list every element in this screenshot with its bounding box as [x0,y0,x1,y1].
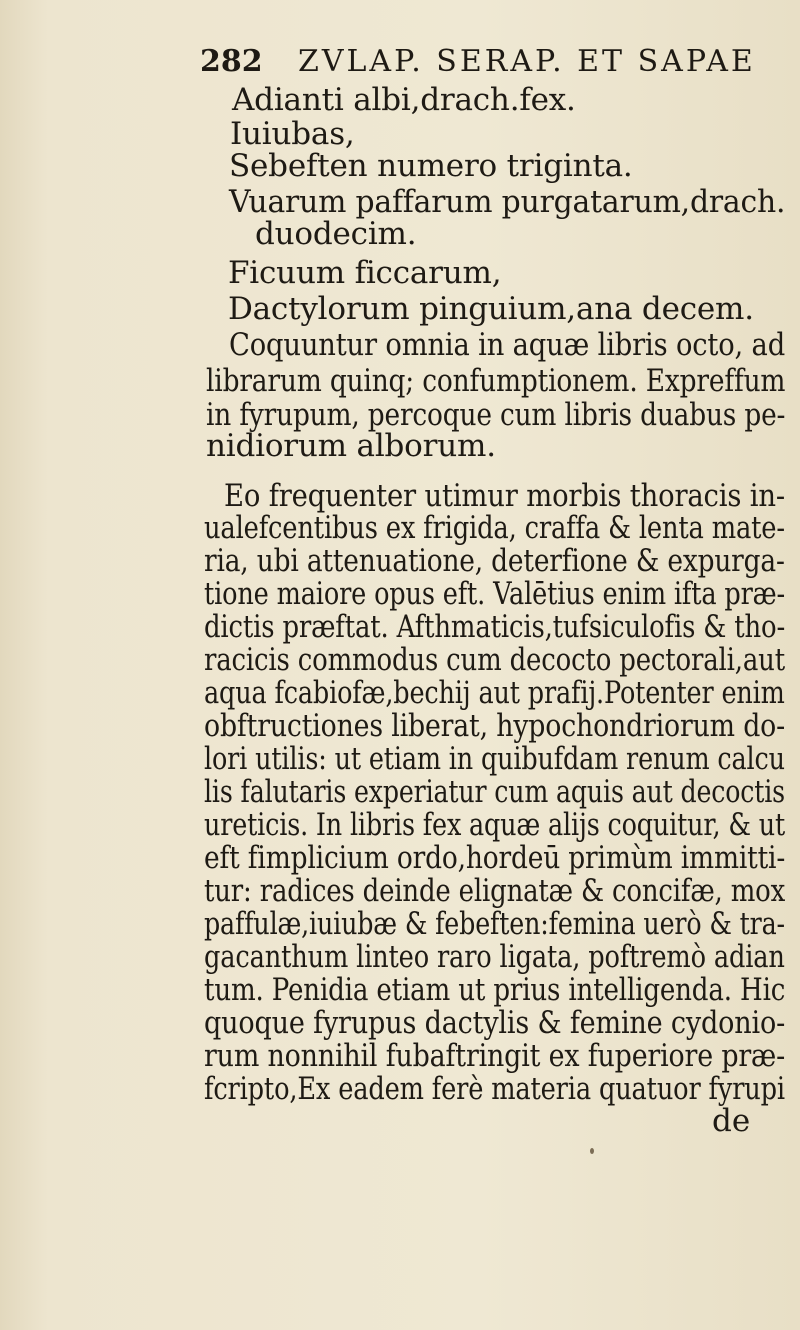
text-line: tione maiore opus eft. Valētius enim ifta præ- [204,576,786,612]
text-line: rum nonnihil fubaftringit ex fuperiore præ- [204,1038,786,1074]
catchword: de [712,1103,751,1139]
text-line: Dactylorum pinguium,ana decem. [228,291,754,327]
text-line: Iuiubas, [230,116,355,152]
text-line: Sebeften numero triginta. [229,148,633,184]
text-line: dictis præftat. Afthmaticis,tufsiculofis & tho- [204,609,786,645]
text-line: racicis commodus cum decocto pectorali,aut [204,642,785,678]
text-line: tum. Penidia etiam ut prius intelligenda. Hic [204,972,786,1008]
text-line: Vuarum paffarum purgatarum,drach. [229,184,786,220]
text-line: eft fimplicium ordo,hordeū primùm immitti- [204,840,786,876]
running-title: ZVLAP. SERAP. ET SAPAE [298,44,756,79]
page-number: 282 [200,44,263,79]
text-line: Coquuntur omnia in aquæ libris octo, ad [229,327,786,363]
text-line: librarum quinq; confumptionem. Expreffum [206,363,786,399]
text-line: fcripto,Ex eadem ferè materia quatuor fyrupi [204,1071,785,1107]
text-line: nidiorum alborum. [206,428,496,464]
text-line: aqua fcabiofæ,bechij aut prafij.Potenter enim [204,675,785,711]
text-line: ria, ubi attenuatione, deterfione & expurga- [204,543,785,579]
text-line: obftructiones liberat, hypochondriorum do- [204,708,785,744]
ink-speck [590,1148,594,1154]
text-line: quoque fyrupus dactylis & femine cydonio- [204,1005,786,1041]
text-line: ureticis. In libris fex aquæ alijs coquitur, & ut [204,807,786,843]
text-line: ualefcentibus ex frigida, craffa & lenta mate- [204,510,785,546]
text-line: gacanthum linteo raro ligata, poftremò adian [204,939,785,975]
text-line: in fyrupum, percoque cum libris duabus pe- [206,397,786,433]
text-line: lori utilis: ut etiam in quibufdam renum calcu [204,741,785,777]
text-line: Ficuum ficcarum, [228,255,502,291]
text-line: tur: radices deinde elignatæ & concifæ, mox [204,873,786,909]
text-line: lis falutaris experiatur cum aquis aut decoctis [204,774,785,810]
text-line: Eo frequenter utimur morbis thoracis in- [224,478,785,514]
text-line: Adianti albi,drach.fex. [232,82,576,118]
text-line: duodecim. [255,216,417,252]
text-line: paffulæ,iuiubæ & febeften:femina uerò & tra- [204,906,785,942]
